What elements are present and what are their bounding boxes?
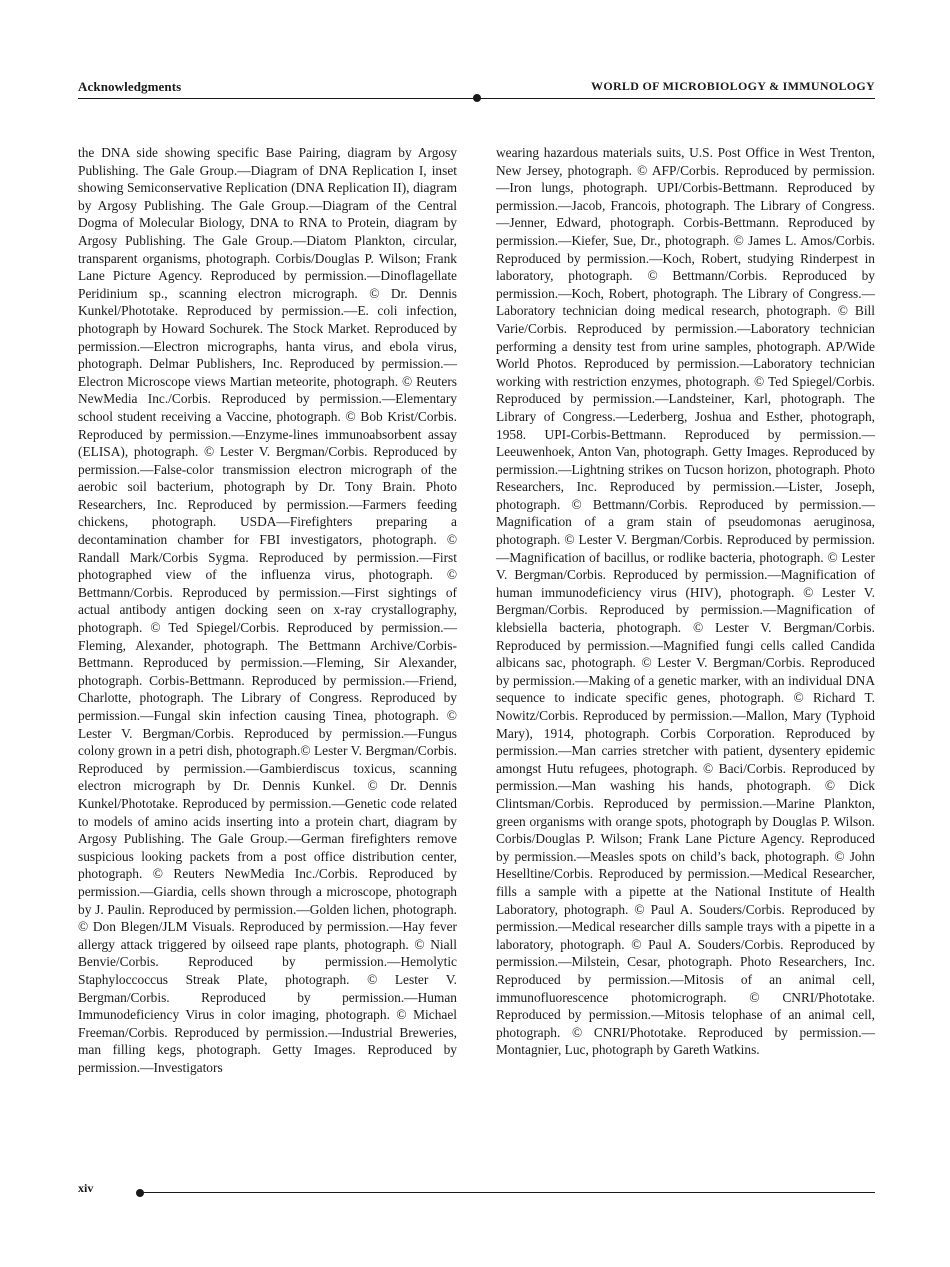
footer-bullet-ornament [136, 1189, 144, 1197]
acknowledgments-text-left: the DNA side showing specific Base Pairing, diagram by Argosy Publishing. The Gale Group.—Diagram of DNA Replication I, inset showing Semiconservative Replication (DNA Replication II), diagram by Argosy Publishing. The Gale Group.—Diagram of the Central Dogma of Molecular Biology, DNA to RNA to Protein, diagram by Argosy Publishing. The Gale Group.—Diatom Plankton, circular, transparent organisms, photograph. Corbis/Douglas P. Wilson; Frank Lane Picture Agency. Reproduced by permission.—Dinoflagellate Peridinium sp., scanning electron micrograph. © Dr. Dennis Kunkel/Phototake. Reproduced by permission.—E. coli infection, photograph by Howard Sochurek. The Stock Market. Reproduced by permission.—Electron micrographs, hanta virus, and ebola virus, photograph. Delmar Publishers, Inc. Reproduced by permission.—Electron Microscope views Martian meteorite, photograph. © Reuters NewMedia Inc./Corbis. Reproduced by permission.—Elementary school student receiving a Vaccine, photograph. © Bob Krist/Corbis. Reproduced by permission.—Enzyme-lines immunoabsorbent assay (ELISA), photograph. © Lester V. Bergman/Corbis. Reproduced by permission.—False-color transmission electron micrograph of the aerobic soil bacterium, photograph by Dr. Tony Brain. Photo Researchers, Inc. Reproduced by permission.—Farmers feeding chickens, photograph. USDA—Firefighters preparing a decontamination chamber for FBI investigators, photograph. © Randall Mark/Corbis Sygma. Reproduced by permission.—First photographed view of the influenza virus, photograph. © Bettmann/Corbis. Reproduced by permission.—First sightings of actual antibody antigen docking seen on x-ray crystallography, photograph. © Ted Spiegel/Corbis. Reproduced by permission.—Fleming, Alexander, photograph. The Bettmann Archive/Corbis-Bettmann. Reproduced by permission.—Fleming, Sir Alexander, photograph. Corbis-Bettmann. Reproduced by permission.—Friend, Charlotte, photograph. The Library of Congress. Reproduced by permission.—Fungal skin infection causing Tinea, photograph. © Lester V. Bergman/Corbis. Reproduced by permission.—Fungus colony grown in a petri dish, photograph.© Lester V. Bergman/Corbis. Reproduced by permission.—Gambierdiscus toxicus, scanning electron micrograph by Dr. Dennis Kunkel. © Dr. Dennis Kunkel/Phototake. Reproduced by permission.—Genetic code related to models of amino acids inserting into a protein chart, diagram by Argosy Publishing. The Gale Group.—German firefighters remove suspicious looking packets from a post office distribution center, photograph. © Reuters NewMedia Inc./Corbis. Reproduced by permission.—Giardia, cells shown through a microscope, photograph by J. Paulin. Reproduced by permission.—Golden lichen, photograph. © Don Blegen/JLM Visuals. Reproduced by permission.—Hay fever allergy attack triggered by oilseed rape plants, photograph. © Niall Benvie/Corbis. Reproduced by permission.—Hemolytic Staphyloccoccus Streak Plate, photograph. © Lester V. Bergman/Corbis. Reproduced by permission.—Human Immunodeficiency Virus in color imaging, photograph. © Michael Freeman/Corbis. Reproduced by permission.—Industrial Breweries, man filling kegs, photograph. Getty Images. Reproduced by permission.—Investigators [78, 145, 457, 1075]
footer-rule [140, 1192, 875, 1193]
section-title: Acknowledgments [78, 79, 182, 94]
text-column-right [496, 144, 875, 1059]
book-title: WORLD OF MICROBIOLOGY & IMMUNOLOGY [591, 79, 875, 93]
acknowledgments-text-right: wearing hazardous materials suits, U.S. Post Office in West Trenton, New Jersey, photograph. © AFP/Corbis. Reproduced by permission.—Iron lungs, photograph. UPI/Corbis-Bettmann. Reproduced by permission.—Jacob, Francois, photograph. The Library of Congress.—Jenner, Edward, photograph. Corbis-Bettmann. Reproduced by permission.—Kiefer, Sue, Dr., photograph. © James L. Amos/Corbis. Reproduced by permission.—Koch, Robert, studying Rinderpest in laboratory, photograph. © Bettmann/Corbis. Reproduced by permission.—Koch, Robert, photograph. The Library of Congress.—Laboratory technician doing medical research, photograph. © Bill Varie/Corbis. Reproduced by permission.—Laboratory technician performing a density test from urine samples, photograph. AP/Wide World Photos. Reproduced by permission.—Laboratory technician working with restriction enzymes, photograph. © Ted Spiegel/Corbis. Reproduced by permission.—Landsteiner, Karl, photograph. The Library of Congress.—Lederberg, Joshua and Esther, photograph, 1958. UPI-Corbis-Bettmann. Reproduced by permission.—Leeuwenhoek, Anton Van, photograph. Getty Images. Reproduced by permission.—Lightning strikes on Tucson horizon, photograph. Photo Researchers, Inc. Reproduced by permission.—Lister, Joseph, photograph. © Bettmann/Corbis. Reproduced by permission.—Magnification of a gram stain of pseudomonas aeruginosa, photograph. © Lester V. Bergman/Corbis. Reproduced by permission.—Magnification of bacillus, or rodlike bacteria, photograph. © Lester V. Bergman/Corbis. Reproduced by permission.—Magnification of human immunodeficiency virus (HIV), photograph. © Lester V. Bergman/Corbis. Reproduced by permission.—Magnification of klebsiella bacteria, photograph. © Lester V. Bergman/Corbis. Reproduced by permission.—Magnified fungi cells called Candida albicans sac, photograph. © Lester V. Bergman/Corbis. Reproduced by permission.—Making of a genetic marker, with an individual DNA sequence to indicate specific genes, photograph. © Richard T. Nowitz/Corbis. Reproduced by permission.—Mallon, Mary (Typhoid Mary), 1914, photograph. Corbis Corporation. Reproduced by permission.—Man carries stretcher with patient, dysentery epidemic amongst Hutu refugees, photograph. © Baci/Corbis. Reproduced by permission.—Man washing his hands, photograph. © Dick Clintsman/Corbis. Reproduced by permission.—Marine Plankton, green organisms with orange spots, photograph by Douglas P. Wilson. Corbis/Douglas P. Wilson; Frank Lane Picture Agency. Reproduced by permission.—Measles spots on child’s back, photograph. © John Heselltine/Corbis. Reproduced by permission.—Medical Researcher, fills a sample with a pipette at the National Institute of Health Laboratory, photograph. © Paul A. Souders/Corbis. Reproduced by permission.—Medical researcher dills sample trays with a pipette in a laboratory, photograph. © Paul A. Souders/Corbis. Reproduced by permission.—Milstein, Cesar, photograph. Photo Researchers, Inc. Reproduced by permission.—Mitosis of an animal cell, immunofluorescence photomicrograph. © CNRI/Phototake. Reproduced by permission.—Mitosis telophase of an animal cell, photograph. © CNRI/Phototake. Reproduced by permission.—Montagnier, Luc, photograph by Gareth Watkins. [496, 145, 875, 1058]
running-header [78, 79, 875, 101]
page-footer [78, 1181, 875, 1201]
header-bullet-ornament [473, 94, 481, 102]
page-number: xiv [78, 1181, 94, 1195]
text-column-left [78, 144, 457, 1076]
